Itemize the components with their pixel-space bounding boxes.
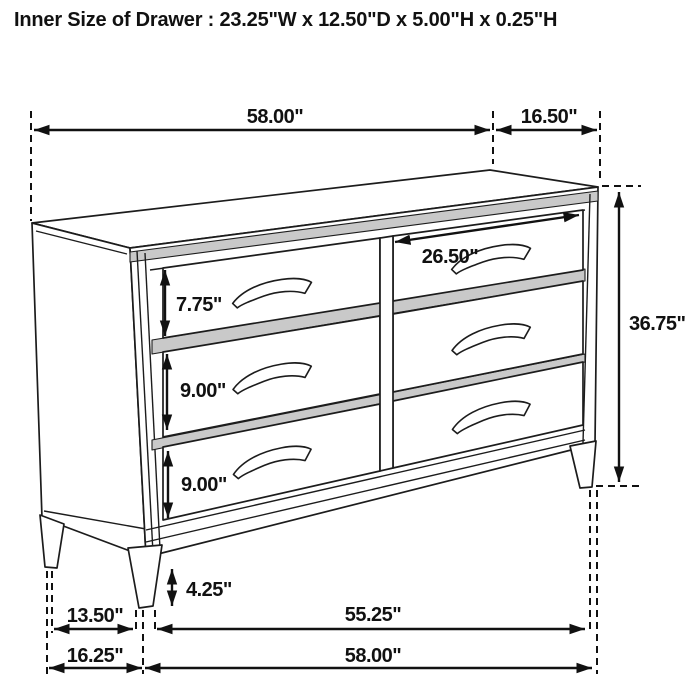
dim-label-drawer-inner-width: 26.50" [421,246,479,268]
dresser-body [32,170,598,608]
dim-label-drawer-top-height: 7.75" [176,294,222,316]
dim-label-leg-height: 4.25" [186,579,232,601]
back-left-leg [40,515,64,568]
page-title: Inner Size of Drawer : 23.25"W x 12.50"D x 5.00"H x 0.25"H [14,9,558,31]
front-left-leg [128,545,162,608]
dim-label-leg-inset-depth: 13.50" [66,605,124,627]
dim-label-drawer-bottom-height: 9.00" [181,474,227,496]
dim-label-overall-depth: 16.25" [66,645,124,667]
dim-label-overall-height: 36.75" [629,313,686,335]
dim-label-top-depth: 16.50" [520,106,578,128]
front-right-leg [570,441,596,488]
dim-label-front-leg-span: 55.25" [344,604,402,626]
center-divider [380,236,393,471]
dim-label-overall-width: 58.00" [344,645,402,667]
dim-label-drawer-middle-height: 9.00" [180,380,226,402]
dim-label-top-width: 58.00" [246,106,304,128]
dresser-left-side-panel [32,223,146,557]
